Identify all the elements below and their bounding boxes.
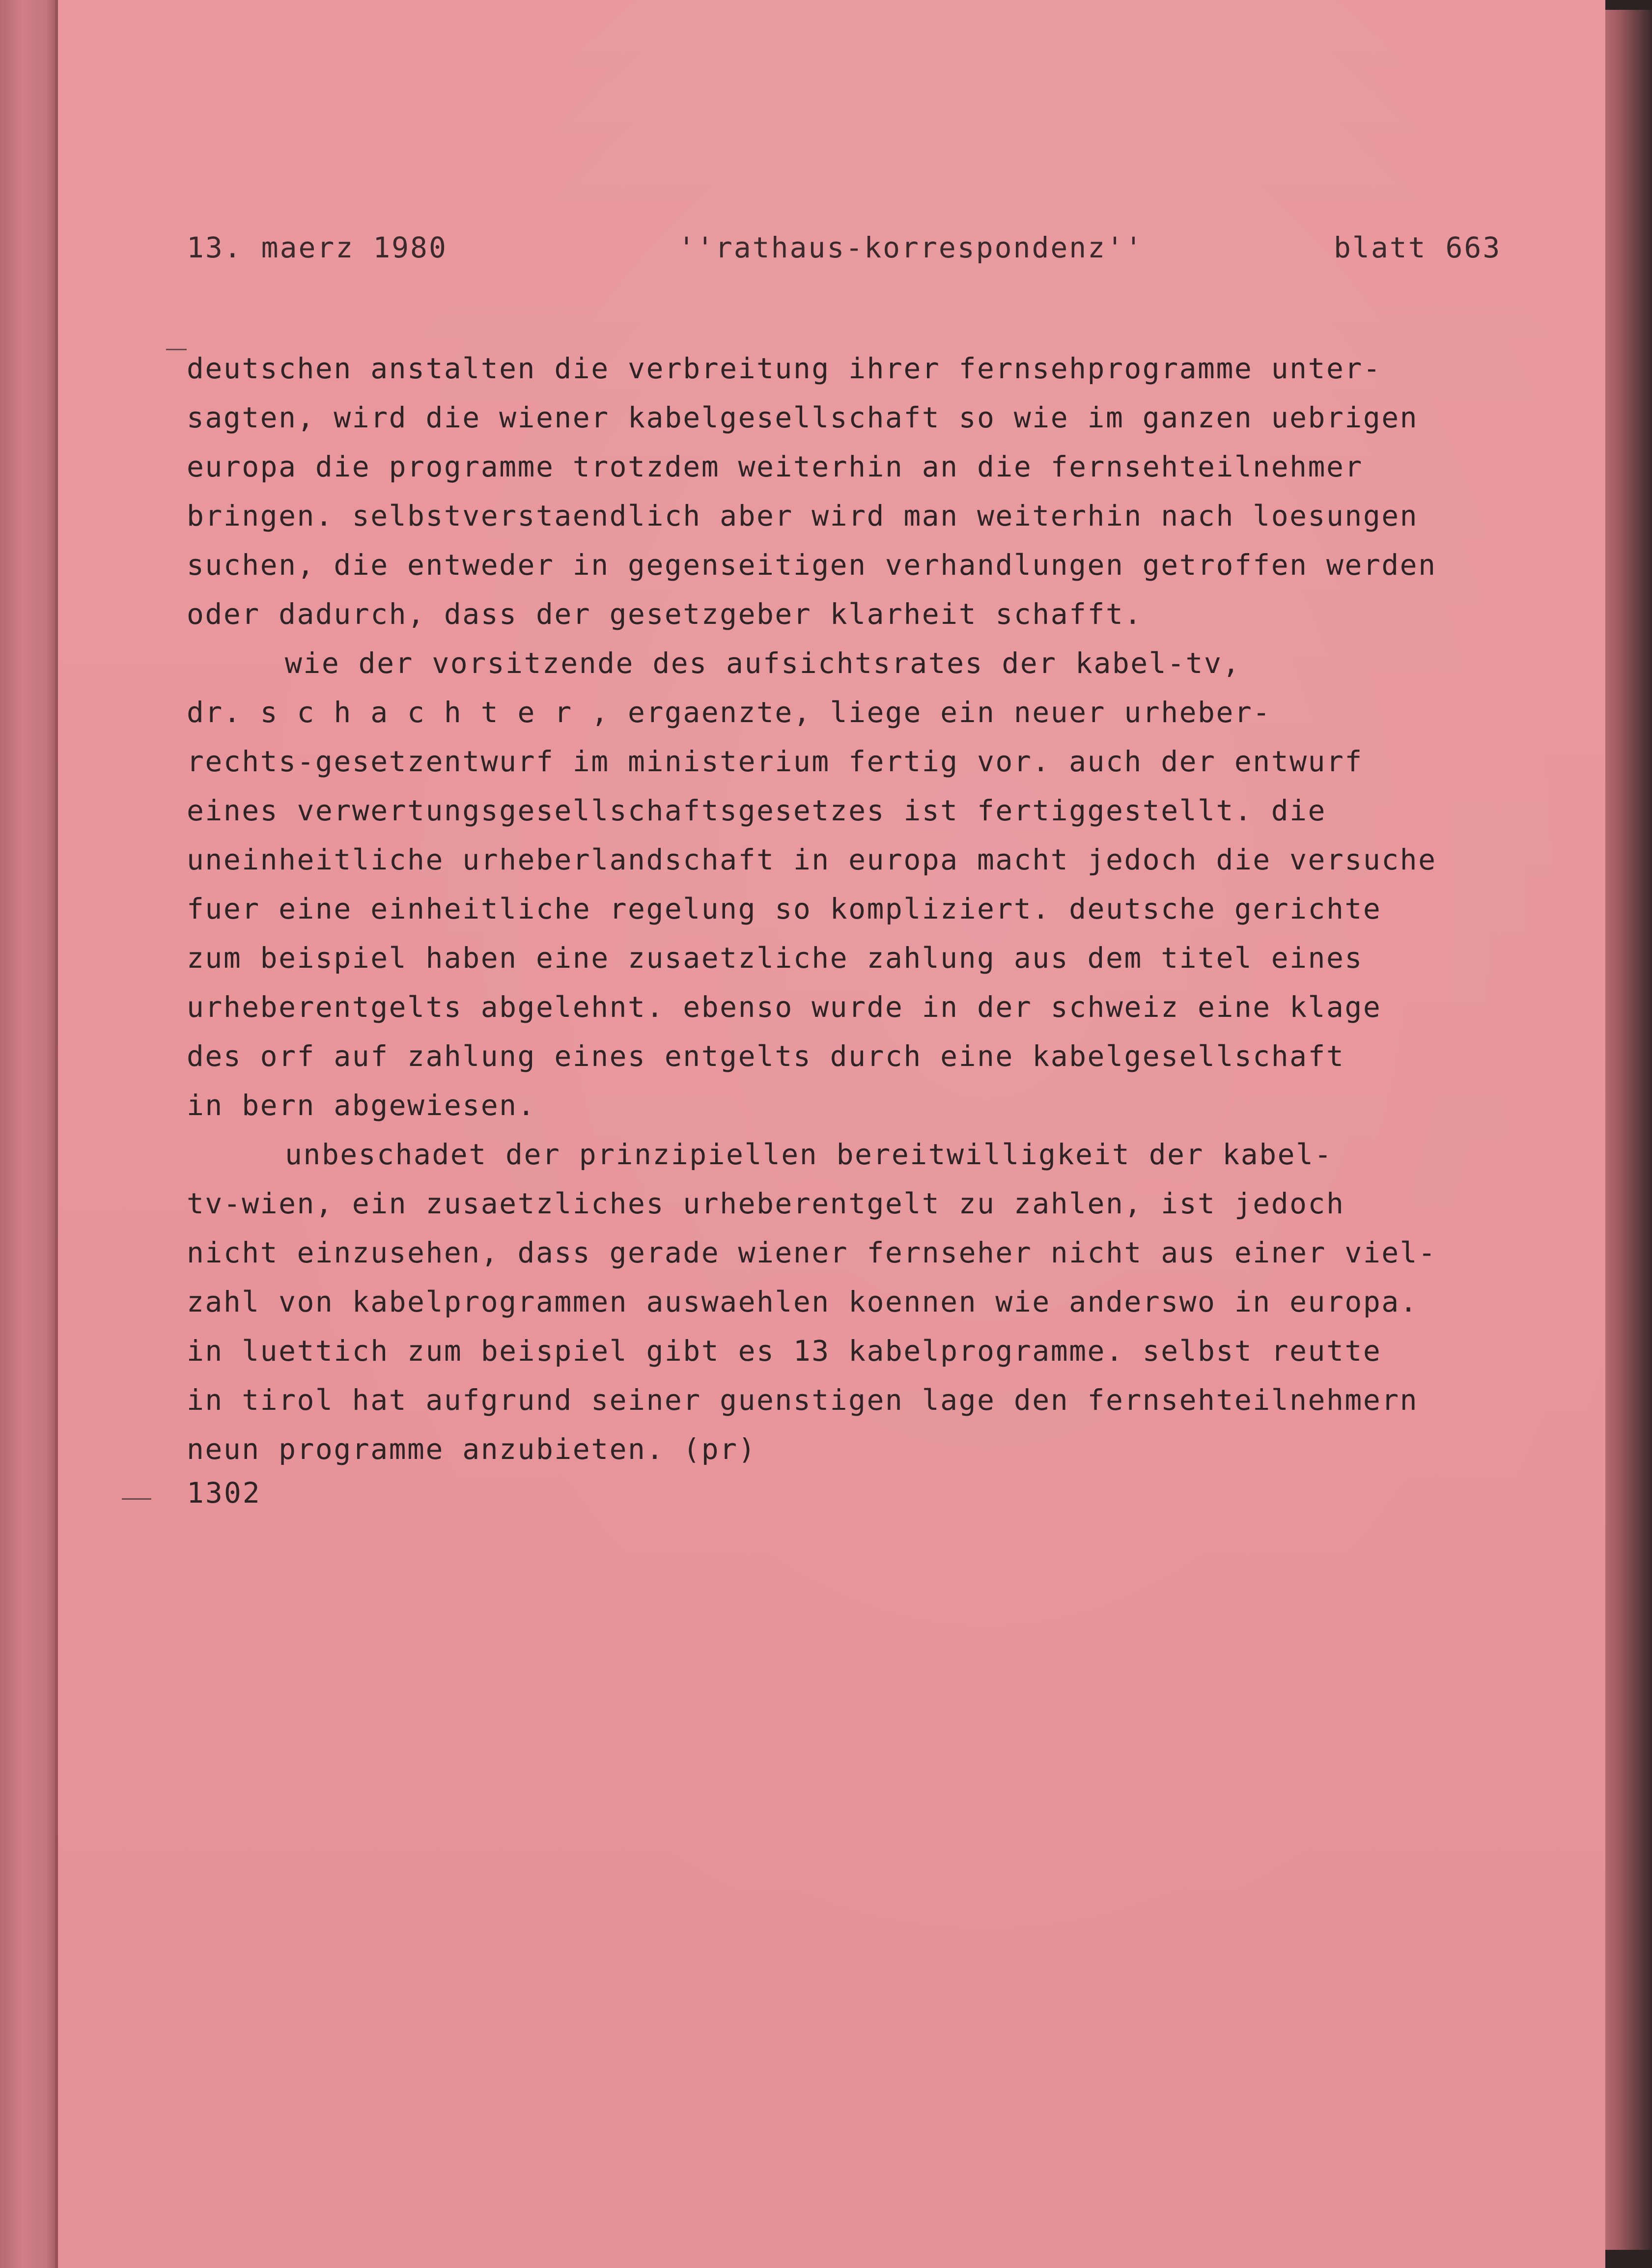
text-line: bringen. selbstverstaendlich aber wird man weiterhin nach loesungen [187, 499, 1419, 532]
text-line: neun programme anzubieten. (pr) [187, 1432, 756, 1466]
header-date: 13. maerz 1980 [187, 231, 448, 264]
text-line: in bern abgewiesen. [187, 1089, 536, 1122]
margin-mark [166, 349, 187, 350]
text-line: fuer eine einheitliche regelung so kompliziert. deutsche gerichte [187, 892, 1382, 925]
text-line: suchen, die entweder in gegenseitigen verhandlungen getroffen werden [187, 548, 1437, 582]
text-line: tv-wien, ein zusaetzliches urheberentgelt zu zahlen, ist jedoch [187, 1187, 1345, 1220]
paragraph-start-line: unbeschadet der prinzipiellen bereitwilligkeit der kabel- [285, 1138, 1333, 1171]
text-line: in tirol hat aufgrund seiner guenstigen lage den fernsehteilnehmern [187, 1383, 1419, 1417]
text-line: rechts-gesetzentwurf im ministerium fertig vor. auch der entwurf [187, 745, 1363, 778]
text-line: sagten, wird die wiener kabelgesellschaft so wie im ganzen uebrigen [187, 401, 1419, 434]
text-line: in luettich zum beispiel gibt es 13 kabelprogramme. selbst reutte [187, 1334, 1382, 1368]
text-line: europa die programme trotzdem weiterhin an die fernsehteilnehmer [187, 450, 1363, 483]
header-title: ''rathaus-korrespondenz'' [678, 231, 1144, 264]
text-line: zahl von kabelprogrammen auswaehlen koennen wie anderswo in europa. [187, 1285, 1419, 1318]
text-line: nicht einzusehen, dass gerade wiener fernseher nicht aus einer viel- [187, 1236, 1437, 1269]
text-line: deutschen anstalten die verbreitung ihrer fernsehprogramme unter- [187, 352, 1382, 385]
text-line: des orf auf zahlung eines entgelts durch eine kabelgesellschaft [187, 1039, 1345, 1073]
text-line: zum beispiel haben eine zusaetzliche zahlung aus dem titel eines [187, 941, 1363, 975]
document-number: 1302 [187, 1476, 261, 1510]
page-header [187, 231, 1572, 270]
text-line: dr. s c h a c h t e r , ergaenzte, liege ein neuer urheber- [187, 696, 1271, 729]
binding-edge [0, 0, 58, 2268]
text-line: eines verwertungsgesellschaftsgesetzes ist fertiggestellt. die [187, 794, 1326, 827]
margin-mark [122, 1498, 151, 1500]
text-line: uneinheitliche urheberlandschaft in europa macht jedoch die versuche [187, 843, 1437, 876]
paragraph-start-line: wie der vorsitzende des aufsichtsrates der kabel-tv, [285, 646, 1241, 680]
text-line: oder dadurch, dass der gesetzgeber klarheit schafft. [187, 597, 1143, 631]
text-line: urheberentgelts abgelehnt. ebenso wurde in der schweiz eine klage [187, 990, 1382, 1024]
document-page [58, 0, 1605, 2268]
body-text [187, 344, 1611, 1474]
header-sheet-number: blatt 663 [1334, 231, 1502, 264]
